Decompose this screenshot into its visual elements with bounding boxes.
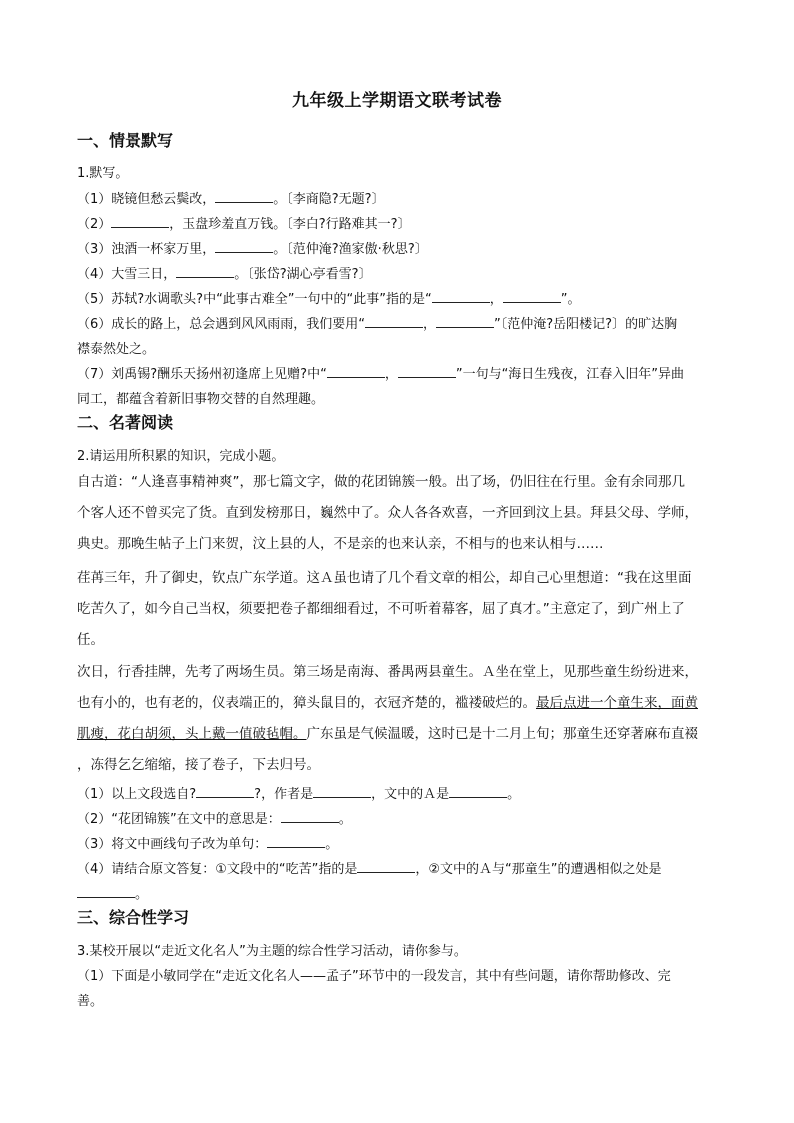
question-1-intro: 1.默写。 [77,166,129,181]
answer-blank[interactable] [77,885,135,898]
q3-sub-1-cont: 善。 [77,994,104,1009]
section-2-heading: 二、名著阅读 [77,413,174,432]
answer-blank[interactable] [215,240,273,253]
q2-sub-4: （4）请结合原文答复：①文段中的“吃苦”指的是 ，②文中的Ａ与“那童生”的遭遇相似之处是 [77,862,662,877]
answer-blank[interactable] [357,860,415,873]
q2-sub-3: （3）将文中画线句子改为单句： 。 [77,837,339,852]
q1-item-7: （7）刘禹锡?酬乐天扬州初逢席上见赠?中“ ， ”一句与“海日生残夜，江春入旧年”异曲 [77,367,685,382]
q1-item-2: （2） ，玉盘珍羞直万钱。〔李白?行路难其一?〕 [77,217,411,232]
answer-blank[interactable] [196,785,254,798]
page-title: 九年级上学期语文联考试卷 [292,91,502,111]
q1-item-4: （4）大雪三日， 。〔张岱?湖心亭看雪?〕 [77,267,372,282]
answer-blank[interactable] [432,290,490,303]
passage-p1-line-2: 个客人还不曾买完了货。直到发榜那日，巍然中了。众人各各欢喜，一齐回到汶上县。拜县父母、学师， [77,505,698,521]
passage-p2-line-2: 吃苦久了，如今自己当权，须要把卷子都细细看过，不可听着幕客，屈了真才。”主意定了，到广州上了 [77,601,685,617]
section-1-heading: 一、情景默写 [77,131,174,150]
passage-p1-line-3: 典史。那晚生帖子上门来贺，汶上县的人，不是亲的也来认亲，不相与的也来认相与…… [77,536,604,552]
question-3-intro: 3.某校开展以“走近文化名人”为主题的综合性学习活动，请你参与。 [77,944,467,959]
question-2-intro: 2.请运用所积累的知识，完成小题。 [77,449,285,464]
answer-blank[interactable] [281,810,339,823]
passage-p2-line-1: 荏苒三年，升了御史，钦点广东学道。这Ａ虽也请了几个看文章的相公，却自己心里想道：“我在这里面 [77,570,692,586]
answer-blank[interactable] [449,785,507,798]
section-3-heading: 三、综合性学习 [77,908,190,927]
q1-item-3: （3）浊酒一杯家万里， 。〔范仲淹?渔家傲·秋思?〕 [77,242,428,257]
q1-item-5: （5）苏轼?水调歌头?中“此事古难全”一句中的“此事”指的是“ ， ”。 [77,292,581,307]
answer-blank[interactable] [327,365,385,378]
passage-p3-line-3: 肌瘦，花白胡须，头上戴一值破毡帽。广东虽是气候温暖，这时已是十二月上旬；那童生还穿著麻布直裰 [77,726,698,742]
q1-item-7-cont: 同工，都蕴含着新旧事物交替的自然理趣。 [77,392,325,407]
answer-blank[interactable] [436,315,494,328]
passage-p2-line-3: 任。 [77,632,104,648]
underlined-sentence: 最后点进一个童生来，面黄 [536,695,698,711]
passage-p1-line-1: 自古道：“人逢喜事精神爽”，那七篇文字，做的花团锦簇一般。出了场，仍旧往在行里。金有余同那几 [77,474,685,490]
answer-blank[interactable] [176,265,234,278]
passage-p3-line-2: 也有小的，也有老的，仪表端正的，獐头鼠目的，衣冠齐楚的，褴褛破烂的。最后点进一个童生来，面黄 [77,695,698,711]
passage-p3-line-1: 次日，行香挂牌，先考了两场生员。第三场是南海、番禺两县童生。Ａ坐在堂上，见那些童生纷纷进来， [77,664,698,680]
answer-blank[interactable] [503,290,561,303]
q1-item-1: （1）晓镜但愁云鬓改， 。〔李商隐?无题?〕 [77,192,385,207]
q2-sub-1: （1）以上文段选自? ?，作者是 ，文中的Ａ是 。 [77,787,521,802]
q1-item-6: （6）成长的路上，总会遇到风风雨雨，我们要用“ ， ”〔范仲淹?岳阳楼记?〕的旷达胸 [77,317,678,332]
answer-blank[interactable] [215,190,273,203]
underlined-sentence: 肌瘦，花白胡须，头上戴一值破毡帽。 [77,726,307,742]
answer-blank[interactable] [111,215,169,228]
answer-blank[interactable] [365,315,423,328]
q3-sub-1: （1）下面是小敏同学在“走近文化名人——孟子”环节中的一段发言，其中有些问题，请你帮助修改、完 [77,969,671,984]
q2-sub-2: （2）“花团锦簇”在文中的意思是： 。 [77,812,352,827]
q2-sub-4-cont: 。 [77,883,148,902]
answer-blank[interactable] [267,835,325,848]
q1-item-6-cont: 襟泰然处之。 [77,342,156,357]
answer-blank[interactable] [398,365,456,378]
passage-p3-line-4: ，冻得乞乞缩缩，接了卷子，下去归号。 [77,757,320,773]
answer-blank[interactable] [313,785,371,798]
